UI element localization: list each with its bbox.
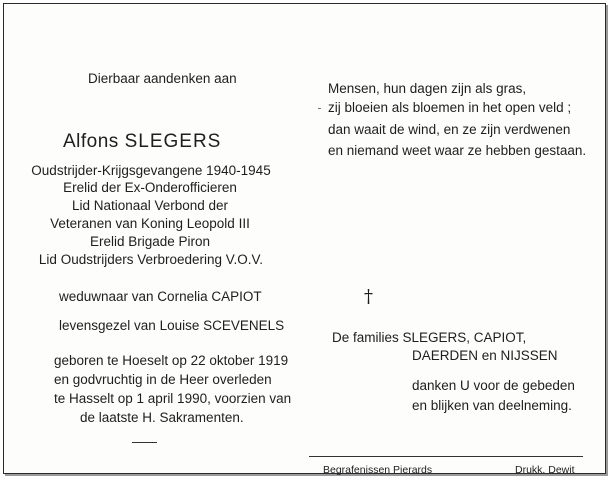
first-name: Alfons [63, 131, 119, 152]
surname: SLEGERS [124, 131, 222, 152]
title-line-4: Veteranen van Koning Leopold III [50, 216, 250, 231]
title-line-5: Erelid Brigade Piron [89, 234, 211, 249]
title-line-6: Lid Oudstrijders Verbroedering V.O.V. [38, 252, 264, 267]
closing-rule [132, 442, 157, 443]
families-line-1: De families SLEGERS, CAPIOT, [332, 330, 527, 345]
partner-line: levensgezel van Louise SCEVENELS [59, 318, 285, 333]
poem-line-1: Mensen, hun dagen zijn als gras, [328, 81, 527, 96]
deceased-name [63, 131, 222, 152]
printer-credit: Drukk. Dewit [515, 464, 575, 476]
bio-line-1: geboren te Hoeselt op 22 oktober 1919 [54, 353, 289, 368]
bio-line-4: de laatste H. Sakramenten. [80, 410, 244, 425]
widower-line: weduwnaar van Cornelia CAPIOT [59, 289, 262, 304]
ink-mark [318, 108, 321, 109]
poem-line-2: zij bloeien als bloemen in het open veld ; [328, 100, 572, 115]
title-line-2: Erelid der Ex-Onderofficieren [63, 180, 237, 195]
families-line-2: DAERDEN en NIJSSEN [412, 348, 558, 363]
thanks-line-2: en blijken van deelneming. [412, 398, 572, 413]
intro-text: Dierbaar aandenken aan [88, 71, 237, 86]
poem-line-4: en niemand weet waar ze hebben gestaan. [328, 143, 587, 158]
title-line-1: Oudstrijder-Krijgsgevangene 1940-1945 [31, 163, 271, 178]
thanks-line-1: danken U voor de gebeden [412, 378, 575, 393]
undertaker-credit: Begrafenissen Pierards [323, 464, 433, 476]
bio-line-3: te Hasselt op 1 april 1990, voorzien van [54, 391, 292, 406]
title-line-3: Lid Nationaal Verbond der [71, 198, 229, 213]
poem-line-3: dan waait de wind, en ze zijn verdwenen [328, 122, 571, 137]
cross-icon: † [364, 286, 373, 307]
footer-rule [309, 456, 583, 457]
bio-line-2: en godvruchtig in de Heer overleden [54, 372, 272, 387]
